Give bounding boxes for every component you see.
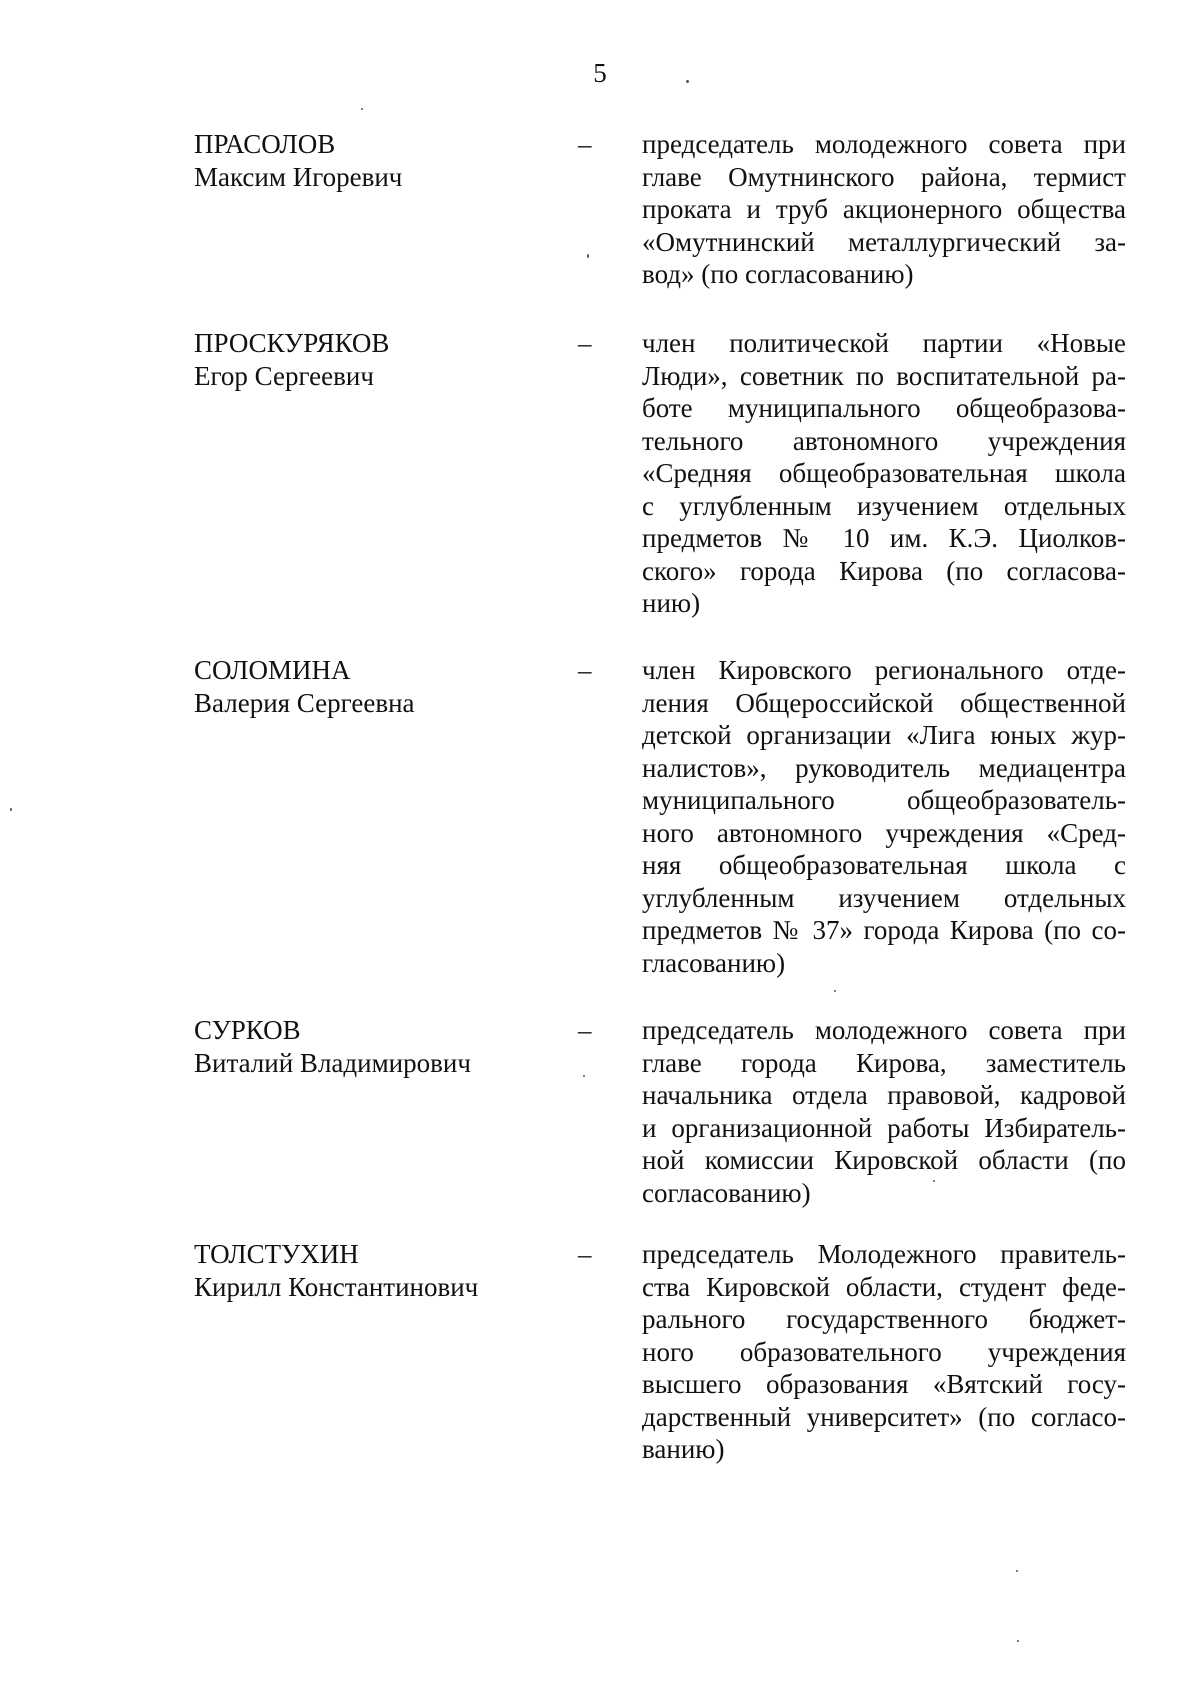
member-surname: ПРАСОЛОВ: [194, 129, 336, 159]
description-line: высшего образования «Вятский госу-: [642, 1369, 1126, 1399]
description-line: председатель Молодежного правитель-: [642, 1239, 1126, 1269]
member-dash: –: [578, 655, 592, 685]
description-line: начальника отдела правовой, кадровой: [642, 1080, 1126, 1110]
description-line: ления Общероссийской общественной: [642, 687, 1126, 718]
description-line: и организационной работы Избиратель-: [642, 1112, 1126, 1143]
scan-speck: [933, 1180, 935, 1182]
description-line: председатель молодежного совета при: [642, 1015, 1126, 1045]
member-surname: ПРОСКУРЯКОВ: [194, 328, 390, 358]
member-surname: СОЛОМИНА: [194, 655, 351, 685]
page-number: 5: [593, 58, 607, 88]
member-description: [642, 1238, 1126, 1466]
member-description: [642, 654, 1126, 979]
scan-speck: [587, 254, 589, 258]
description-line: главе города Кирова, заместитель: [642, 1047, 1126, 1078]
description-line: предметов № 37» города Кирова (по со-: [642, 915, 1126, 945]
description-line: детской организации «Лига юных жур-: [642, 720, 1126, 750]
scan-speck: [686, 80, 689, 83]
member-given-name: Максим Игоревич: [194, 162, 403, 192]
description-line: муниципального общеобразователь-: [642, 785, 1126, 815]
description-line: ванию): [642, 1434, 725, 1464]
scan-speck: [361, 108, 363, 110]
member-entry: [0, 327, 1200, 618]
description-line: ского» города Кирова (по согласова-: [642, 555, 1126, 586]
member-dash: –: [578, 129, 592, 159]
member-entry: [0, 1014, 1200, 1208]
description-line: член политической партии «Новые: [642, 328, 1126, 358]
member-given-name: Егор Сергеевич: [194, 361, 374, 391]
description-line: ного автономного учреждения «Сред-: [642, 817, 1126, 848]
member-given-name: Виталий Владимирович: [194, 1048, 471, 1078]
description-line: член Кировского регионального отде-: [642, 655, 1126, 685]
member-given-name: Кирилл Константинович: [194, 1272, 479, 1302]
description-line: Люди», советник по воспитательной ра-: [642, 360, 1126, 391]
description-line: нию): [642, 588, 701, 618]
member-entry: [0, 654, 1200, 978]
member-entry: [0, 128, 1200, 289]
description-line: гласованию): [642, 947, 786, 978]
member-surname: ТОЛСТУХИН: [194, 1239, 359, 1269]
description-line: ного образовательного учреждения: [642, 1336, 1126, 1367]
description-line: главе Омутнинского района, термист: [642, 161, 1126, 192]
scan-speck: [1016, 1570, 1018, 1572]
description-line: няя общеобразовательная школа с: [642, 850, 1126, 880]
member-description: [642, 327, 1126, 620]
scan-speck: [583, 1075, 585, 1077]
description-line: ства Кировской области, студент феде-: [642, 1271, 1126, 1302]
scan-speck: [10, 808, 12, 811]
description-line: «Омутнинский металлургический за-: [642, 226, 1126, 257]
member-surname: СУРКОВ: [194, 1015, 301, 1045]
description-line: ной комиссии Кировской области (по: [642, 1145, 1126, 1175]
description-line: проката и труб акционерного общества: [642, 194, 1126, 224]
description-line: налистов», руководитель медиацентра: [642, 752, 1126, 783]
description-line: согласованию): [642, 1177, 811, 1208]
member-entry: [0, 1238, 1200, 1464]
description-line: дарственный университет» (по согласо-: [642, 1401, 1126, 1432]
member-description: [642, 1014, 1126, 1209]
description-line: боте муниципального общеобразова-: [642, 393, 1126, 423]
description-line: углубленным изучением отдельных: [642, 882, 1126, 913]
scan-speck: [834, 990, 836, 992]
description-line: председатель молодежного совета при: [642, 129, 1126, 159]
member-dash: –: [578, 1015, 592, 1045]
description-line: тельного автономного учреждения: [642, 425, 1126, 456]
member-description: [642, 128, 1126, 291]
member-dash: –: [578, 1239, 592, 1269]
scan-speck: [1017, 1640, 1019, 1642]
description-line: с углубленным изучением отдельных: [642, 490, 1126, 521]
member-dash: –: [578, 328, 592, 358]
description-line: вод» (по согласованию): [642, 259, 914, 289]
description-line: предметов № 10 им. К.Э. Циолков-: [642, 523, 1126, 553]
description-line: рального государственного бюджет-: [642, 1304, 1126, 1334]
member-given-name: Валерия Сергеевна: [194, 688, 415, 718]
description-line: «Средняя общеобразовательная школа: [642, 458, 1126, 488]
